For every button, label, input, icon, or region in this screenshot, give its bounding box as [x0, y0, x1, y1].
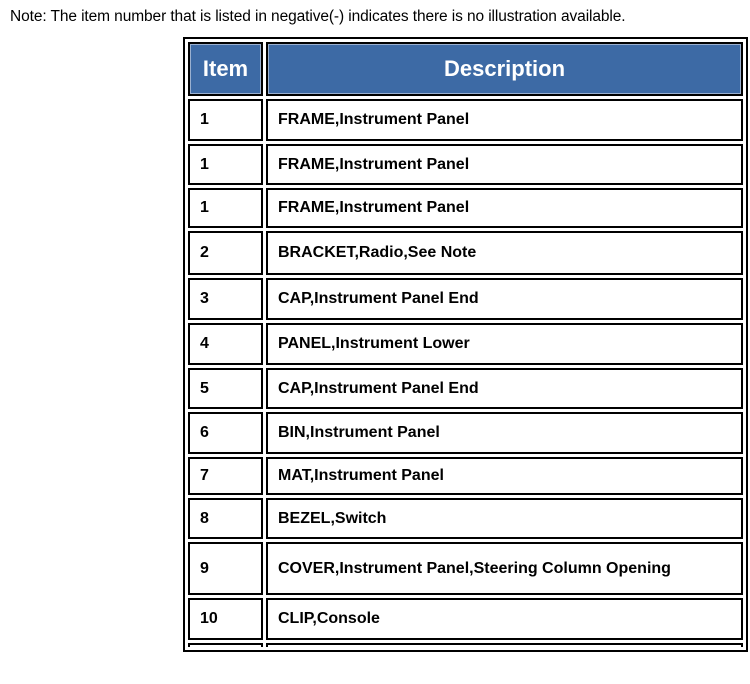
table-row	[188, 99, 743, 141]
description-cell: BEZEL,Switch	[266, 498, 743, 539]
table-row	[188, 188, 743, 228]
column-header-description: Description	[266, 42, 743, 96]
table-row	[188, 457, 743, 495]
table-row	[188, 498, 743, 539]
item-number-cell: 6	[188, 412, 263, 454]
item-number-cell: 5	[188, 368, 263, 409]
table-row-cutoff	[188, 643, 743, 647]
item-number-cell: 2	[188, 231, 263, 275]
table-row	[188, 598, 743, 640]
item-number-cell: 10	[188, 598, 263, 640]
table-row	[188, 278, 743, 320]
description-cell: CAP,Instrument Panel End	[266, 278, 743, 320]
description-cell: MAT,Instrument Panel	[266, 457, 743, 495]
description-cell: PANEL,Instrument Lower	[266, 323, 743, 365]
table-row	[188, 144, 743, 185]
item-number-cell: 9	[188, 542, 263, 595]
table-row	[188, 542, 743, 595]
column-header-item: Item	[188, 42, 263, 96]
description-cell: CAP,Instrument Panel End	[266, 368, 743, 409]
table-row	[188, 412, 743, 454]
table-row	[188, 368, 743, 409]
parts-table	[183, 37, 748, 652]
illustration-note: Note: The item number that is listed in negative(-) indicates there is no illustration available.	[10, 8, 626, 25]
description-cell: FRAME,Instrument Panel	[266, 99, 743, 141]
item-number-cell: 8	[188, 498, 263, 539]
table-header-row	[188, 42, 743, 96]
item-number-cell: 3	[188, 278, 263, 320]
description-cell: BRACKET,Radio,See Note	[266, 231, 743, 275]
description-cell	[266, 643, 743, 647]
item-number-cell: 7	[188, 457, 263, 495]
item-number-cell	[188, 643, 263, 647]
table-row	[188, 231, 743, 275]
item-number-cell: 1	[188, 144, 263, 185]
item-number-cell: 1	[188, 188, 263, 228]
description-cell: CLIP,Console	[266, 598, 743, 640]
item-number-cell: 4	[188, 323, 263, 365]
description-cell: COVER,Instrument Panel,Steering Column Opening	[266, 542, 743, 595]
item-number-cell: 1	[188, 99, 263, 141]
description-cell: FRAME,Instrument Panel	[266, 188, 743, 228]
description-cell: BIN,Instrument Panel	[266, 412, 743, 454]
description-cell: FRAME,Instrument Panel	[266, 144, 743, 185]
table-row	[188, 323, 743, 365]
